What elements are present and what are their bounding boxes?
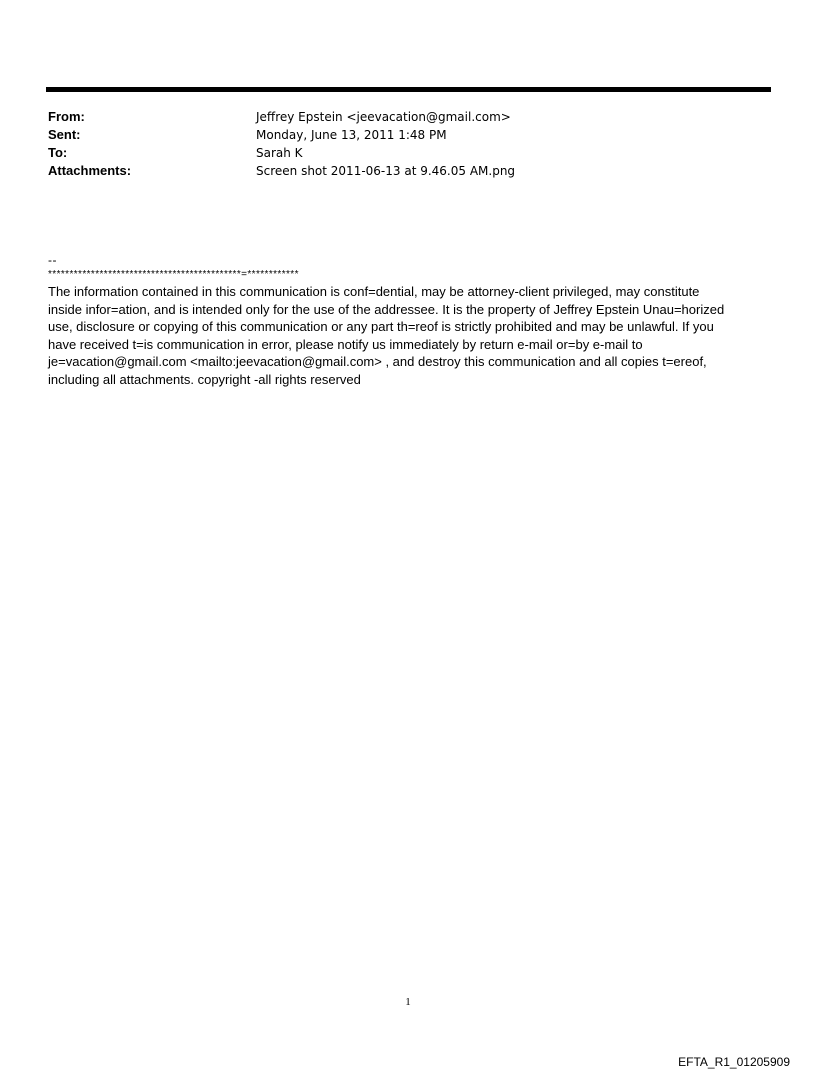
from-label: From:	[48, 109, 85, 124]
sent-value: Monday, June 13, 2011 1:48 PM	[256, 128, 447, 142]
to-label: To:	[48, 145, 68, 160]
disclaimer-line: inside infor=ation, and is intended only for the use of the addressee. It is the property of Jeffrey Epstein Unau=horized	[48, 301, 725, 317]
header-row-from	[48, 108, 768, 126]
email-body	[48, 253, 764, 388]
to-value: Sarah K	[256, 146, 303, 160]
from-value: Jeffrey Epstein <jeevacation@gmail.com>	[256, 110, 511, 124]
document-id: EFTA_R1_01205909	[678, 1055, 790, 1069]
email-header	[48, 108, 768, 180]
header-row-sent	[48, 126, 768, 144]
attachments-label: Attachments:	[48, 163, 132, 178]
attachments-value: Screen shot 2011-06-13 at 9.46.05 AM.png	[256, 164, 516, 178]
stars-separator: *********************************************=************	[48, 269, 299, 280]
sent-label: Sent:	[48, 127, 81, 142]
disclaimer-line: je=vacation@gmail.com <mailto:jeevacation@gmail.com> , and destroy this communication and all copies t=ereof,	[48, 354, 707, 369]
header-row-attachments	[48, 162, 768, 180]
header-rule	[46, 87, 771, 92]
disclaimer-line: including all attachments. copyright -all rights reserved	[48, 371, 361, 387]
signature-dashes: --	[48, 253, 57, 267]
disclaimer-line: use, disclosure or copying of this communication or any part th=reof is strictly prohibited and may be unlawful. If you	[48, 319, 714, 334]
header-row-to	[48, 144, 768, 162]
disclaimer-line: have received t=is communication in error, please notify us immediately by return e-mail or=by e-mail to	[48, 336, 643, 352]
page-number: 1	[405, 996, 411, 1008]
disclaimer-line: The information contained in this communication is conf=dential, may be attorney-client privileged, may constitute	[48, 284, 700, 299]
confidentiality-disclaimer	[48, 283, 764, 388]
